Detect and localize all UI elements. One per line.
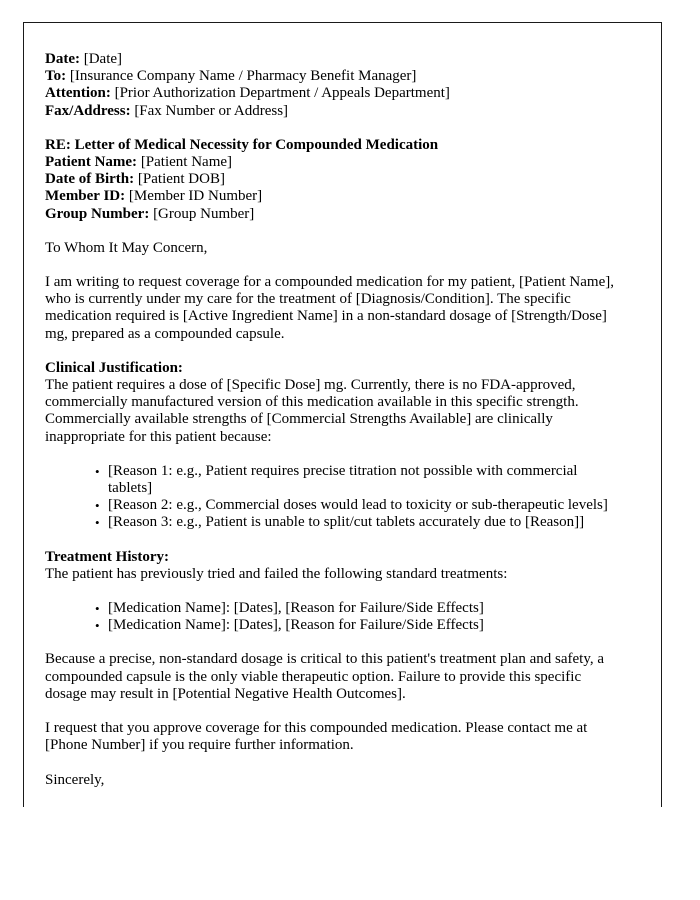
header-row-attention — [45, 85, 623, 102]
clinical-justification-reasons-list — [45, 463, 623, 532]
re-line: RE: Letter of Medical Necessity for Compounded Medication — [45, 136, 439, 153]
header-label-fax-address: Fax/Address: — [45, 102, 131, 119]
subject-block — [45, 137, 623, 223]
subject-label-date-of-birth: Date of Birth: — [45, 171, 135, 188]
salutation — [45, 240, 623, 257]
subject-row-date-of-birth — [45, 171, 623, 188]
subject-row-patient-name — [45, 154, 623, 171]
request-paragraph-block — [45, 720, 623, 754]
subject-value-group-number: [Group Number] — [153, 205, 255, 222]
list-item: • [Reason 2: e.g., Commercial doses would lead to toxicity or sub-therapeutic levels] — [95, 497, 623, 514]
clinical-justification-heading: Clinical Justification: — [45, 359, 183, 376]
clinical-justification-paragraph: The patient requires a dose of [Specific Dose] mg. Currently, there is no FDA-approved, commercially manufactured version of this medication available in this specific strength. Commercially available strengths of [Commercial Strengths Available] are clinically inappropriate for this patient because: — [45, 377, 579, 445]
intro-paragraph-block — [45, 274, 623, 343]
closing-paragraph-text: Because a precise, non-standard dosage is critical to this patient's treatment plan and safety, a compounded capsule is the only viable therapeutic option. Failure to provide this specific dosage may result in [Potential Negative Health Outcomes]. — [45, 651, 605, 702]
header-label-to: To: — [45, 68, 67, 85]
subject-value-member-id: [Member ID Number] — [128, 188, 263, 205]
header-label-date: Date: — [45, 51, 80, 67]
clinical-justification-block — [45, 360, 623, 446]
treatment-history-list — [45, 600, 623, 634]
header-value-fax-address: [Fax Number or Address] — [134, 102, 289, 119]
header-row-fax-address — [45, 103, 623, 120]
subject-label-group-number: Group Number: — [45, 205, 150, 222]
signoff-block — [45, 772, 623, 789]
header-row-date — [45, 51, 623, 68]
subject-row-group-number — [45, 206, 623, 223]
closing-paragraph-block — [45, 651, 623, 703]
treatment-history-paragraph: The patient has previously tried and failed the following standard treatments: — [45, 565, 508, 582]
salutation-text: To Whom It May Concern, — [45, 239, 208, 256]
document-body — [24, 23, 661, 789]
subject-row-member-id — [45, 188, 623, 205]
subject-value-patient-name: [Patient Name] — [140, 154, 233, 171]
list-item: • [Medication Name]: [Dates], [Reason for Failure/Side Effects] — [95, 617, 623, 634]
request-paragraph-text: I request that you approve coverage for this compounded medication. Please contact me at [Phone Number] if you require further information. — [45, 720, 588, 754]
list-item: • [Reason 1: e.g., Patient requires precise titration not possible with commercial tablets] — [95, 463, 623, 497]
letter-header-block — [45, 51, 623, 120]
signoff-text: Sincerely, — [45, 771, 105, 788]
header-value-to: [Insurance Company Name / Pharmacy Benefit Manager] — [69, 68, 417, 85]
subject-label-member-id: Member ID: — [45, 188, 126, 205]
header-value-date: [Date] — [83, 51, 123, 67]
subject-value-date-of-birth: [Patient DOB] — [137, 171, 225, 188]
treatment-history-heading: Treatment History: — [45, 548, 169, 565]
list-item: • [Reason 3: e.g., Patient is unable to split/cut tablets accurately due to [Reason]] — [95, 514, 623, 531]
header-value-attention: [Prior Authorization Department / Appeals Department] — [114, 85, 450, 102]
list-item: • [Medication Name]: [Dates], [Reason for Failure/Side Effects] — [95, 600, 623, 617]
document-page — [23, 22, 662, 807]
intro-paragraph-text: I am writing to request coverage for a compounded medication for my patient, [Patient Name], who is currently under my care for the treatment of [Diagnosis/Condition]. The specific medication required is [Active Ingredient Name] in a non-standard dosage of [Strength/Dose] mg, prepared as a compounded capsule. — [45, 274, 614, 342]
header-row-to — [45, 68, 623, 85]
subject-label-patient-name: Patient Name: — [45, 154, 138, 171]
header-label-attention: Attention: — [45, 85, 111, 102]
treatment-history-block — [45, 549, 623, 583]
